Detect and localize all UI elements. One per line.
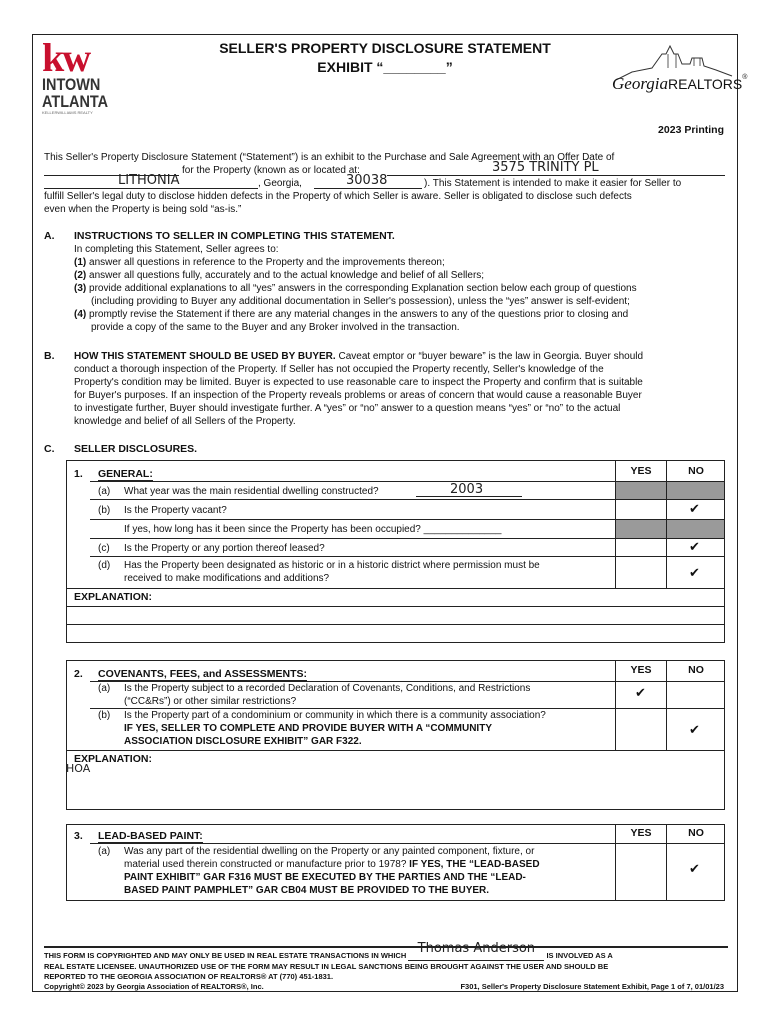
q1a-label: (a) <box>98 486 111 497</box>
table1-title: GENERAL: <box>98 468 153 480</box>
q1c-label: (c) <box>98 543 110 554</box>
zip-value: 30038 <box>346 173 388 188</box>
section-a-item-2: (2) answer all questions fully, accurately and to the actual knowledge and belief of all Sellers; <box>74 270 485 281</box>
q1d-text: Has the Property been designated as historic or in a historic district where permission must be <box>124 560 540 571</box>
intro-p1b: for the Property (known as or located at: <box>182 165 360 176</box>
shade-a-no <box>667 482 724 499</box>
section-a-item-3b: (including providing to Buyer any additional documentation in Seller's possession), unless the “yes” answer is self-evident; <box>91 296 630 307</box>
kw-logo <box>42 35 122 120</box>
footer-form-id: F301, Seller's Property Disclosure Statement Exhibit, Page 1 of 7, 01/01/23 <box>460 982 724 991</box>
licensee-value: Thomas Anderson <box>417 941 536 956</box>
section-b-line1: HOW THIS STATEMENT SHOULD BE USED BY BUYER. Caveat emptor or “buyer beware” is the law in Georgia. Buyer should <box>74 351 644 362</box>
city-blank[interactable] <box>44 188 258 189</box>
q2b-label: (b) <box>98 710 111 721</box>
q2a-text: Is the Property subject to a recorded Declaration of Covenants, Conditions, and Restrictions <box>124 683 531 694</box>
address-value: 3575 TRINITY PL <box>492 160 599 175</box>
gr-word-georgia: Georgia <box>612 74 669 93</box>
table2-explanation: EXPLANATION: <box>74 753 152 765</box>
q2b-text: Is the Property part of a condominium or community in which there is a community association? <box>124 710 546 721</box>
table1-num: 1. <box>74 468 83 480</box>
section-a-item-1: (1) answer all questions in reference to the Property and the improvements thereon; <box>74 257 445 268</box>
table3-no-header: NO <box>688 827 704 839</box>
section-a-item-3: (3) provide additional explanations to all “yes” answers in the corresponding Explanation section below each group of questions <box>74 283 637 294</box>
q2a-text-2: (“CC&Rs”) or other similar restrictions? <box>124 696 297 707</box>
q2b-text-2: IF YES, SELLER TO COMPLETE AND PROVIDE BUYER WITH A “COMMUNITY <box>124 723 492 734</box>
footer-line2: REAL ESTATE LICENSEE. UNAUTHORIZED USE OF THE FORM MAY RESULT IN LEGAL SANCTIONS BEING BROUGHT AGAINST THE USER AND SHOULD BE <box>44 962 609 971</box>
table1-yes-header: YES <box>630 465 652 477</box>
section-c-title: SELLER DISCLOSURES. <box>74 443 198 455</box>
table1-no-header: NO <box>688 465 704 477</box>
q1b-text: Is the Property vacant? <box>124 505 227 516</box>
section-a-item-4b: provide a copy of the same to the Buyer and any Broker involved in the transaction. <box>91 322 460 333</box>
city-value: LITHONIA <box>118 173 180 188</box>
footer-copyright: Copyright© 2023 by Georgia Association of REALTORS®, Inc. <box>44 982 264 991</box>
section-a-lead: In completing this Statement, Seller agrees to: <box>74 244 279 255</box>
kw-tag: KELLERWILLIAMS REALTY <box>42 110 93 115</box>
intro-p1a: This Seller's Property Disclosure Statement (“Statement”) is an exhibit to the Purchase and Sale Agreement with an Offer Date of <box>44 152 615 163</box>
q1d-label: (d) <box>98 560 111 571</box>
q1c-text: Is the Property or any portion thereof leased? <box>124 543 325 554</box>
q1b-no-check[interactable]: ✔ <box>689 502 700 517</box>
intro-p1c: ). This Statement is intended to make it easier for Seller to <box>424 178 682 189</box>
q2a-yes-check[interactable]: ✔ <box>635 686 646 701</box>
table2-no-header: NO <box>688 664 704 676</box>
section-b-line5: to investigate further, Buyer should investigate further. A “yes” or “no” answer to a question means “yes” or “no” to the actual <box>74 403 621 414</box>
section-a-item-4: (4) promptly revise the Statement if there are any material changes in the answers to any of the questions prior to closing and <box>74 309 629 320</box>
table3-num: 3. <box>74 830 83 842</box>
gr-word-realtors: REALTORS <box>668 76 743 92</box>
q1b-label: (b) <box>98 505 111 516</box>
kw-line2: ATLANTA <box>42 92 109 111</box>
printing-label: 2023 Printing <box>658 124 724 136</box>
section-b-line3: Property's condition may be limited. Buyer is expected to use reasonable care to inspect the Property and confirm that is suitable <box>74 377 643 388</box>
section-a-letter: A. <box>44 230 55 242</box>
intro-p2: fulfill Seller's legal duty to disclose hidden defects in the Property of which Seller is aware. Seller is obligated to disclose such defects <box>44 191 632 202</box>
page-title: SELLER'S PROPERTY DISCLOSURE STATEMENT <box>219 40 551 56</box>
section-b-line2: conduct a thorough inspection of the Property. If Seller has not occupied the Property recently, Seller's knowledge of the <box>74 364 604 375</box>
kw-letters: kw <box>42 35 90 80</box>
q3a-text-4: BASED PAINT PAMPHLET” GAR CB04 MUST BE PROVIDED TO THE BUYER. <box>124 885 490 896</box>
q2b-text-3: ASSOCIATION DISCLOSURE EXHIBIT” GAR F322. <box>124 736 362 747</box>
footer-line3: REPORTED TO THE GEORGIA ASSOCIATION OF REALTORS® AT (770) 451-1831. <box>44 972 334 981</box>
shade-a-yes <box>616 482 666 499</box>
section-b-line4: for Buyer's purposes. If an inspection of the Property reveals problems or areas of concern that would cause a reasonable Buyer <box>74 390 642 401</box>
q3a-text-2: material used therein constructed or manufacture prior to 1978? IF YES, THE “LEAD-BASED <box>124 859 540 870</box>
table2-yes-header: YES <box>630 664 652 676</box>
kw-line1: INTOWN <box>42 75 101 94</box>
q3a-label: (a) <box>98 846 111 857</box>
footer-line1: THIS FORM IS COPYRIGHTED AND MAY ONLY BE USED IN REAL ESTATE TRANSACTIONS IN WHICH Thomas Anderson IS INVOLVED AS A <box>44 941 613 960</box>
table2-num: 2. <box>74 668 83 680</box>
q1b2-text: If yes, how long has it been since the Property has been occupied? ______________ <box>124 524 502 535</box>
q3a-text-3: PAINT EXHIBIT” GAR F316 MUST BE EXECUTED BY THE PARTIES AND THE “LEAD- <box>124 872 526 883</box>
address-blank[interactable] <box>387 175 725 176</box>
zip-blank[interactable] <box>314 188 422 189</box>
q1c-no-check[interactable]: ✔ <box>689 540 700 555</box>
shade-b2-yes <box>616 519 666 538</box>
shade-b2-no <box>667 519 724 538</box>
section-b-letter: B. <box>44 350 55 362</box>
table2-explanation-value[interactable]: HOA <box>66 762 91 775</box>
section-b-line6: knowledge and belief of all Sellers of the Property. <box>74 416 296 427</box>
section-a-title: INSTRUCTIONS TO SELLER IN COMPLETING THIS STATEMENT. <box>74 230 395 242</box>
exhibit-line: EXHIBIT “________” <box>317 59 453 75</box>
table3-yes-header: YES <box>630 827 652 839</box>
q2b-no-check[interactable]: ✔ <box>689 723 700 738</box>
q1a-year-value: 2003 <box>450 482 484 497</box>
q3a-no-check[interactable]: ✔ <box>689 862 700 877</box>
q1d-text-2: received to make modifications and additions? <box>124 573 330 584</box>
section-c-letter: C. <box>44 443 55 455</box>
q3a-text: Was any part of the residential dwelling on the Property or any painted component, fixture, or <box>124 846 535 857</box>
intro-georgia: , Georgia, <box>258 178 302 189</box>
table1-explanation: EXPLANATION: <box>74 591 152 603</box>
gr-mark: ® <box>742 74 748 81</box>
intro-p3: even when the Property is being sold “as-is.” <box>44 204 242 215</box>
q1d-no-check[interactable]: ✔ <box>689 566 700 581</box>
table3-title: LEAD-BASED PAINT: <box>98 830 203 842</box>
q2a-label: (a) <box>98 683 111 694</box>
q1a-text: What year was the main residential dwelling constructed? <box>124 486 379 497</box>
table2-title: COVENANTS, FEES, and ASSESSMENTS: <box>98 668 308 680</box>
